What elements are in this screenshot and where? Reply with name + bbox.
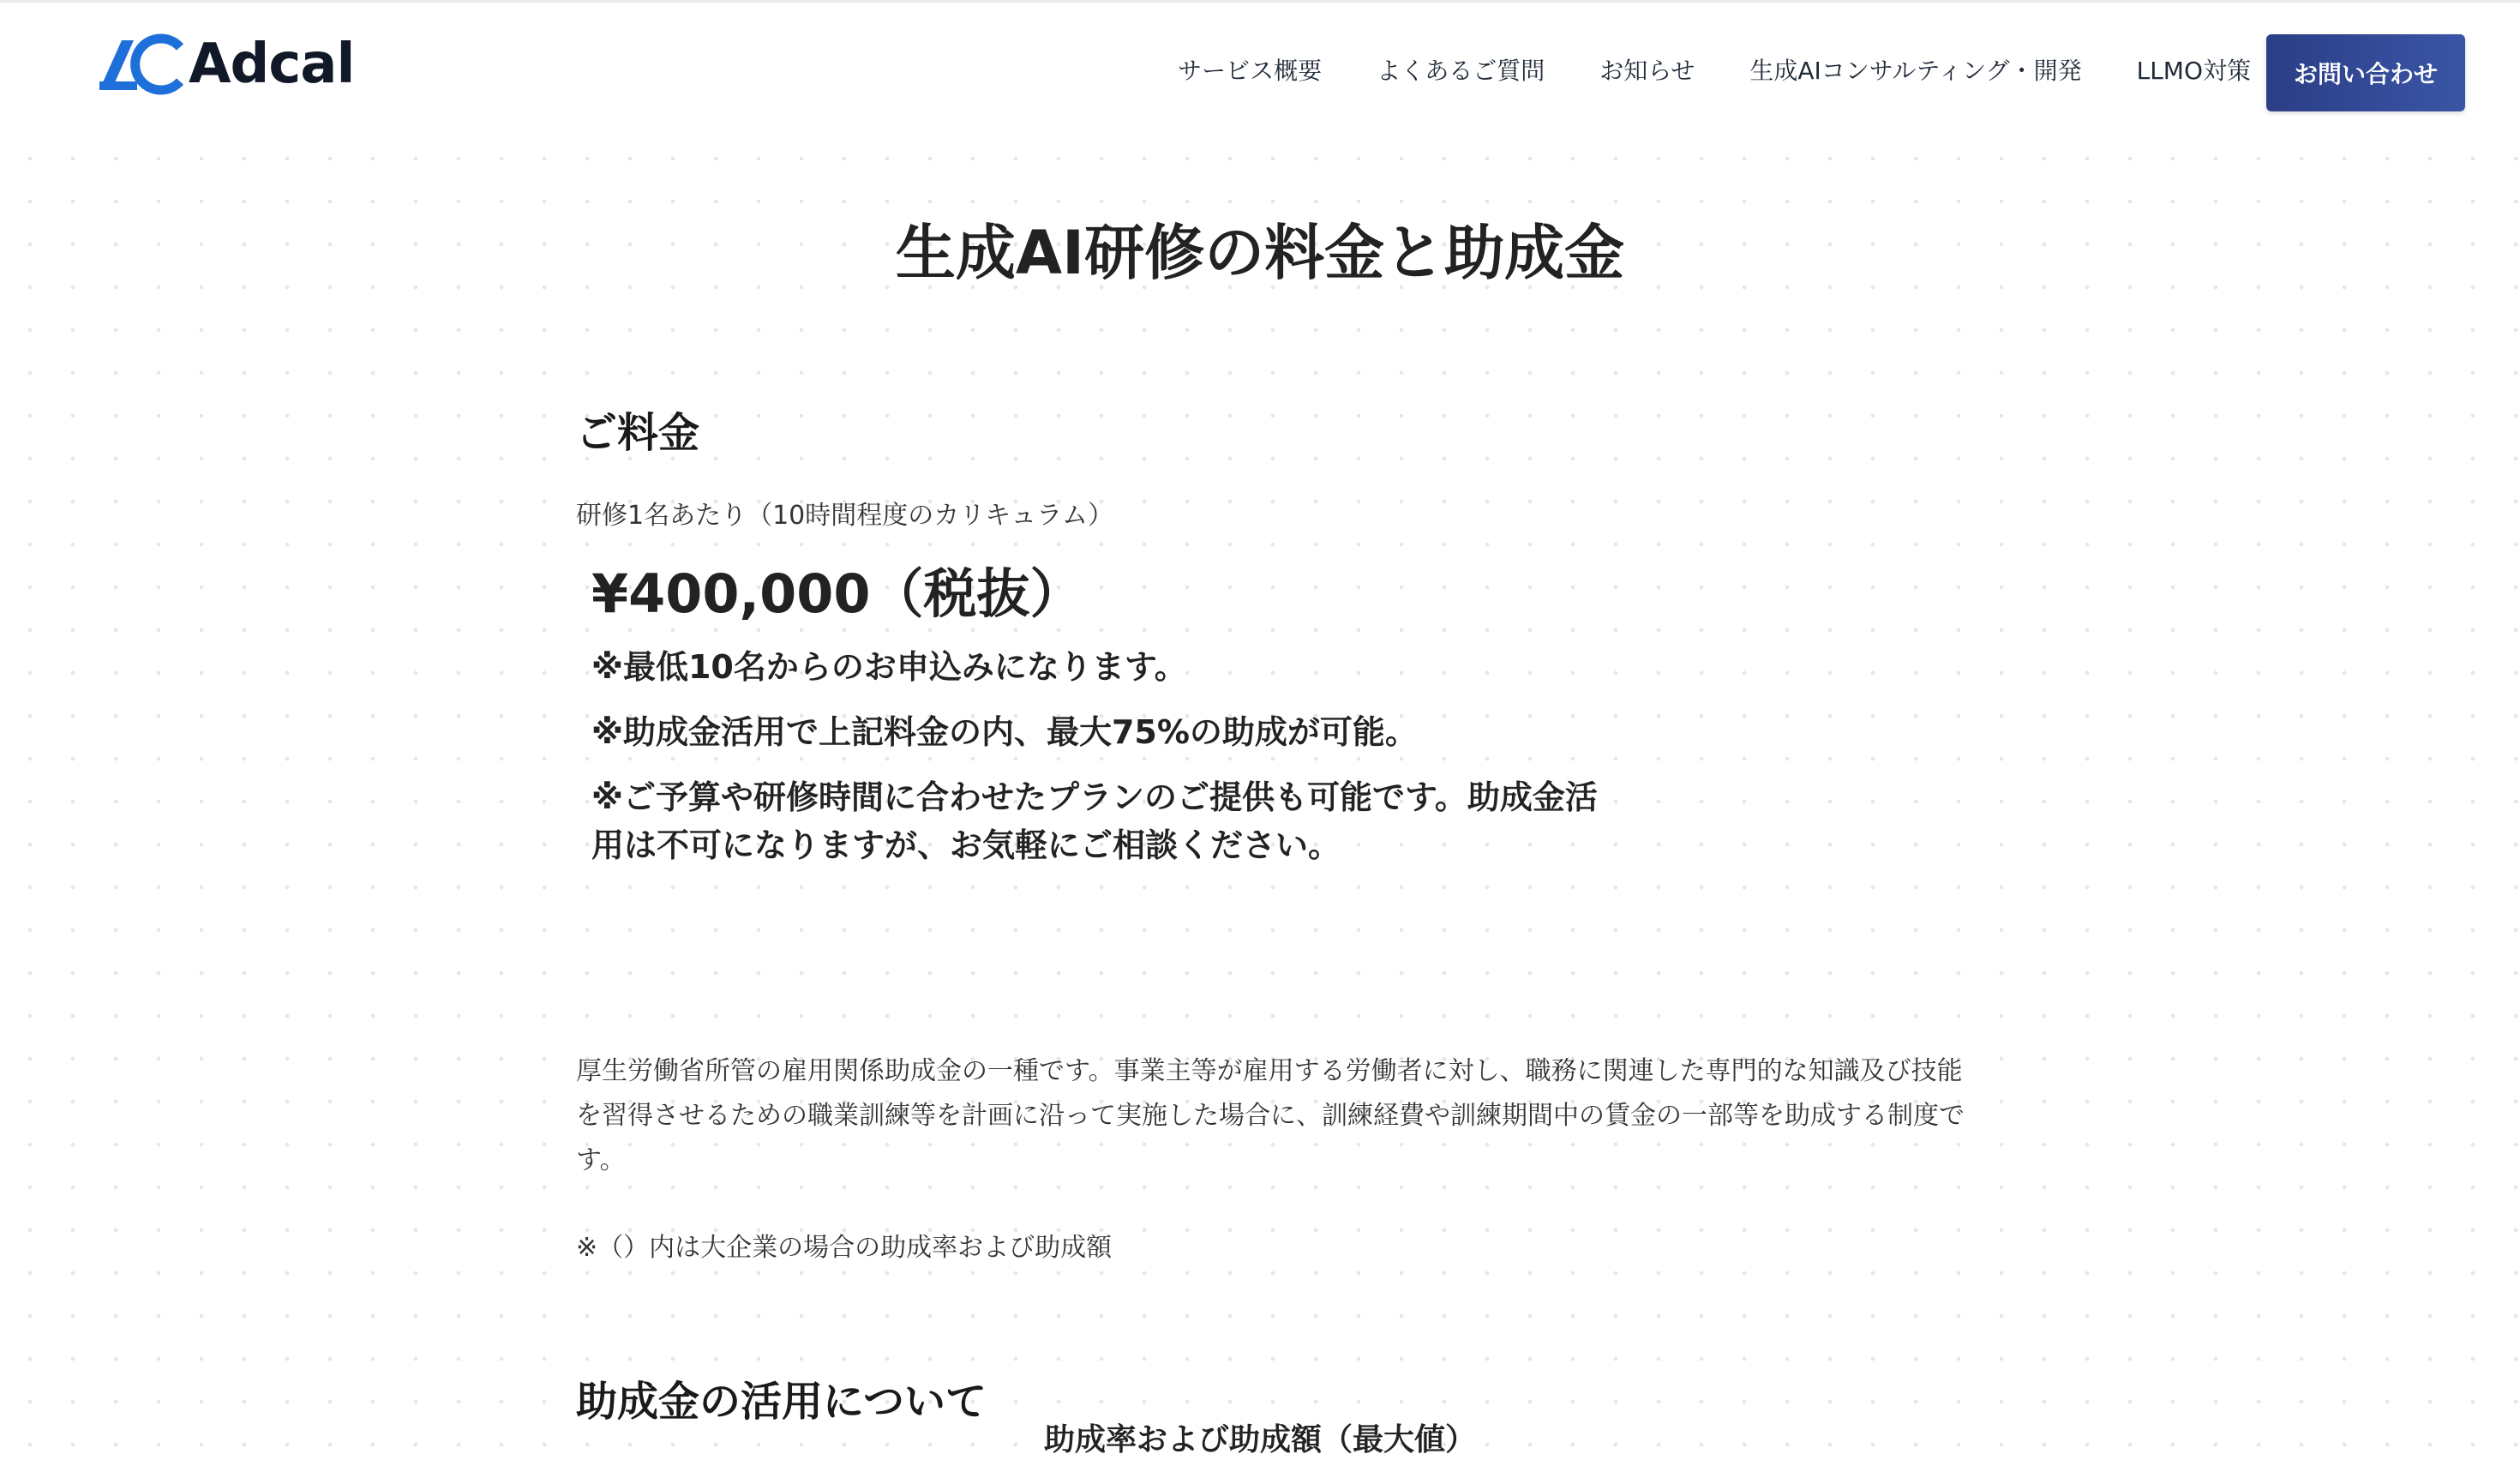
price-subtext: 研修1名あたり（10時間程度のカリキュラム） <box>576 501 1113 531</box>
nav-service-overview[interactable]: サービス概要 <box>1178 57 1323 85</box>
pricing-note: ※ご予算や研修時間に合わせたプランのご提供も可能です。助成金活用は不可になりますが、お気軽にご相談ください。 <box>591 778 1598 864</box>
nav-faq[interactable]: よくあるご質問 <box>1377 57 1545 85</box>
adcal-logo-mark-icon <box>96 33 185 95</box>
subsidy-description: 厚生労働省所管の雇用関係助成金の一種です。事業主等が雇用する労働者に対し、職務に関連した専門的な知識及び技能を習得させるための職業訓練等を計画に沿って実施した場合に、訓練経費や訓練期間中の賃金の一部等を助成する制度です。 <box>576 1056 1965 1175</box>
page-title: 生成AI研修の料金と助成金 <box>895 218 1625 288</box>
subsidy-rate-heading: 助成率および助成額（最大値） <box>1043 1422 1476 1457</box>
subsidy-heading: 助成金の活用について <box>576 1378 987 1426</box>
nav-ai-consulting[interactable]: 生成AIコンサルティング・開発 <box>1749 57 2082 85</box>
site-header <box>0 3 2520 140</box>
contact-button[interactable]: お問い合わせ <box>2266 34 2465 111</box>
logo[interactable] <box>96 33 354 95</box>
main-nav <box>1178 54 2251 88</box>
pricing-note: ※助成金活用で上記料金の内、最大75%の助成が可能。 <box>591 713 1418 751</box>
nav-llmo[interactable]: LLMO対策 <box>2136 57 2251 85</box>
logo-text: Adcal <box>189 33 355 96</box>
pricing-note: ※最低10名からのお申込みになります。 <box>591 648 1187 686</box>
pricing-heading: ご料金 <box>576 409 700 457</box>
subsidy-note: ※（）内は大企業の場合の助成率および助成額 <box>576 1233 1113 1263</box>
nav-news[interactable]: お知らせ <box>1599 57 1695 85</box>
price-value: ¥400,000（税抜） <box>591 562 1083 625</box>
